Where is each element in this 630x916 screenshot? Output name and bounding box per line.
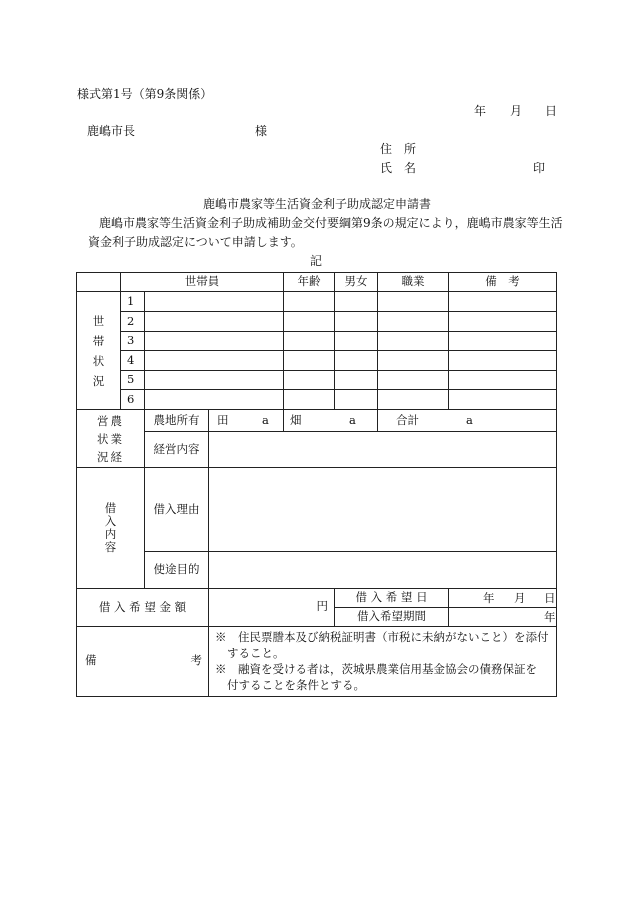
household-row xyxy=(77,292,557,312)
sex-field[interactable] xyxy=(335,351,378,371)
row-number: 2 xyxy=(121,312,145,332)
address-label: 住 所 xyxy=(380,142,417,156)
form-number: 様式第1号（第9条関係） xyxy=(77,87,213,101)
household-header-row xyxy=(77,273,557,292)
member-name-field[interactable] xyxy=(145,332,284,351)
household-row xyxy=(77,390,557,410)
desired-amount-field[interactable]: 円 xyxy=(209,589,335,627)
honorific: 様 xyxy=(255,124,268,138)
remarks-notes-cell xyxy=(209,627,557,697)
remarks-field[interactable] xyxy=(449,390,557,410)
note-1-line-1: ※ 住民票謄本及び納税証明書（市税に未納がないこと）を添付 xyxy=(215,630,549,644)
col-age: 年齢 xyxy=(284,273,335,292)
job-field[interactable] xyxy=(378,390,449,410)
desired-date-field[interactable]: 年 月 日 xyxy=(449,589,557,608)
note-1-line-2: すること。 xyxy=(227,646,285,660)
rice-paddy-field[interactable]: 田 a xyxy=(209,410,284,432)
addressee: 鹿嶋市長 xyxy=(87,124,136,138)
total-area-field[interactable]: 合計 a xyxy=(378,410,557,432)
ki-heading: 記 xyxy=(310,254,323,268)
col-sex: 男女 xyxy=(335,273,378,292)
sex-field[interactable] xyxy=(335,390,378,410)
remarks-field[interactable] xyxy=(449,332,557,351)
land-ownership-row xyxy=(77,410,557,432)
header-blank-cell xyxy=(77,273,121,292)
sex-field[interactable] xyxy=(335,332,378,351)
row-number: 6 xyxy=(121,390,145,410)
household-row xyxy=(77,312,557,332)
row-number: 3 xyxy=(121,332,145,351)
job-field[interactable] xyxy=(378,332,449,351)
age-field[interactable] xyxy=(284,312,335,332)
desired-period-field[interactable]: 年 xyxy=(449,608,557,627)
row-number: 4 xyxy=(121,351,145,371)
member-name-field[interactable] xyxy=(145,351,284,371)
row-number: 5 xyxy=(121,371,145,390)
remarks-label-cell xyxy=(77,627,209,697)
application-form-table xyxy=(76,272,557,697)
household-status-label: 世帯状況 xyxy=(77,292,121,410)
body-text-line2: 資金利子助成認定について申請します。 xyxy=(88,235,303,249)
desired-period-label: 借入希望期間 xyxy=(335,608,449,627)
age-field[interactable] xyxy=(284,292,335,312)
loan-content-label: 借入内容 xyxy=(77,468,145,589)
management-row xyxy=(77,432,557,468)
desired-date-label: 借 入 希 望 日 xyxy=(335,589,449,608)
loan-reason-row xyxy=(77,468,557,552)
land-ownership-label: 農地所有 xyxy=(145,410,209,432)
remarks-label: 備 xyxy=(85,653,97,667)
age-field[interactable] xyxy=(284,371,335,390)
date-day-label: 日 xyxy=(545,104,558,118)
remarks-label-2: 考 xyxy=(190,653,202,667)
remarks-field[interactable] xyxy=(449,351,557,371)
age-field[interactable] xyxy=(284,351,335,371)
loan-reason-field[interactable] xyxy=(209,468,557,552)
body-text-line1: 鹿嶋市農家等生活資金利子助成補助金交付要綱第9条の規定により，鹿嶋市農家等生活 xyxy=(99,216,563,230)
household-row xyxy=(77,351,557,371)
management-content-label: 経営内容 xyxy=(145,432,209,468)
age-field[interactable] xyxy=(284,332,335,351)
job-field[interactable] xyxy=(378,371,449,390)
seal-mark: 印 xyxy=(533,161,546,175)
col-remarks: 備 考 xyxy=(449,273,557,292)
col-member: 世帯員 xyxy=(121,273,284,292)
remarks-field[interactable] xyxy=(449,371,557,390)
member-name-field[interactable] xyxy=(145,292,284,312)
remarks-field[interactable] xyxy=(449,292,557,312)
document-title: 鹿嶋市農家等生活資金利子助成認定申請書 xyxy=(203,197,432,211)
member-name-field[interactable] xyxy=(145,312,284,332)
loan-reason-label: 借入理由 xyxy=(145,468,209,552)
row-number: 1 xyxy=(121,292,145,312)
sex-field[interactable] xyxy=(335,292,378,312)
age-field[interactable] xyxy=(284,390,335,410)
desired-amount-label: 借 入 希 望 金 額 xyxy=(77,589,209,627)
job-field[interactable] xyxy=(378,292,449,312)
member-name-field[interactable] xyxy=(145,371,284,390)
remarks-row xyxy=(77,627,557,697)
desired-date-row xyxy=(77,589,557,608)
job-field[interactable] xyxy=(378,312,449,332)
use-purpose-row xyxy=(77,552,557,589)
member-name-field[interactable] xyxy=(145,390,284,410)
date-year-label: 年 xyxy=(474,104,487,118)
sex-field[interactable] xyxy=(335,371,378,390)
use-purpose-field[interactable] xyxy=(209,552,557,589)
col-job: 職業 xyxy=(378,273,449,292)
use-purpose-label: 使途目的 xyxy=(145,552,209,589)
management-content-field[interactable] xyxy=(209,432,557,468)
household-row xyxy=(77,371,557,390)
date-month-label: 月 xyxy=(510,104,523,118)
note-2-line-1: ※ 融資を受ける者は，茨城県農業信用基金協会の債務保証を xyxy=(215,662,537,676)
upland-field[interactable]: 畑 a xyxy=(284,410,378,432)
household-row xyxy=(77,332,557,351)
name-label: 氏 名 xyxy=(380,161,417,175)
farming-status-label: 営農状業況経 xyxy=(77,410,145,468)
note-2-line-2: 付することを条件とする。 xyxy=(227,678,365,692)
job-field[interactable] xyxy=(378,351,449,371)
sex-field[interactable] xyxy=(335,312,378,332)
remarks-field[interactable] xyxy=(449,312,557,332)
